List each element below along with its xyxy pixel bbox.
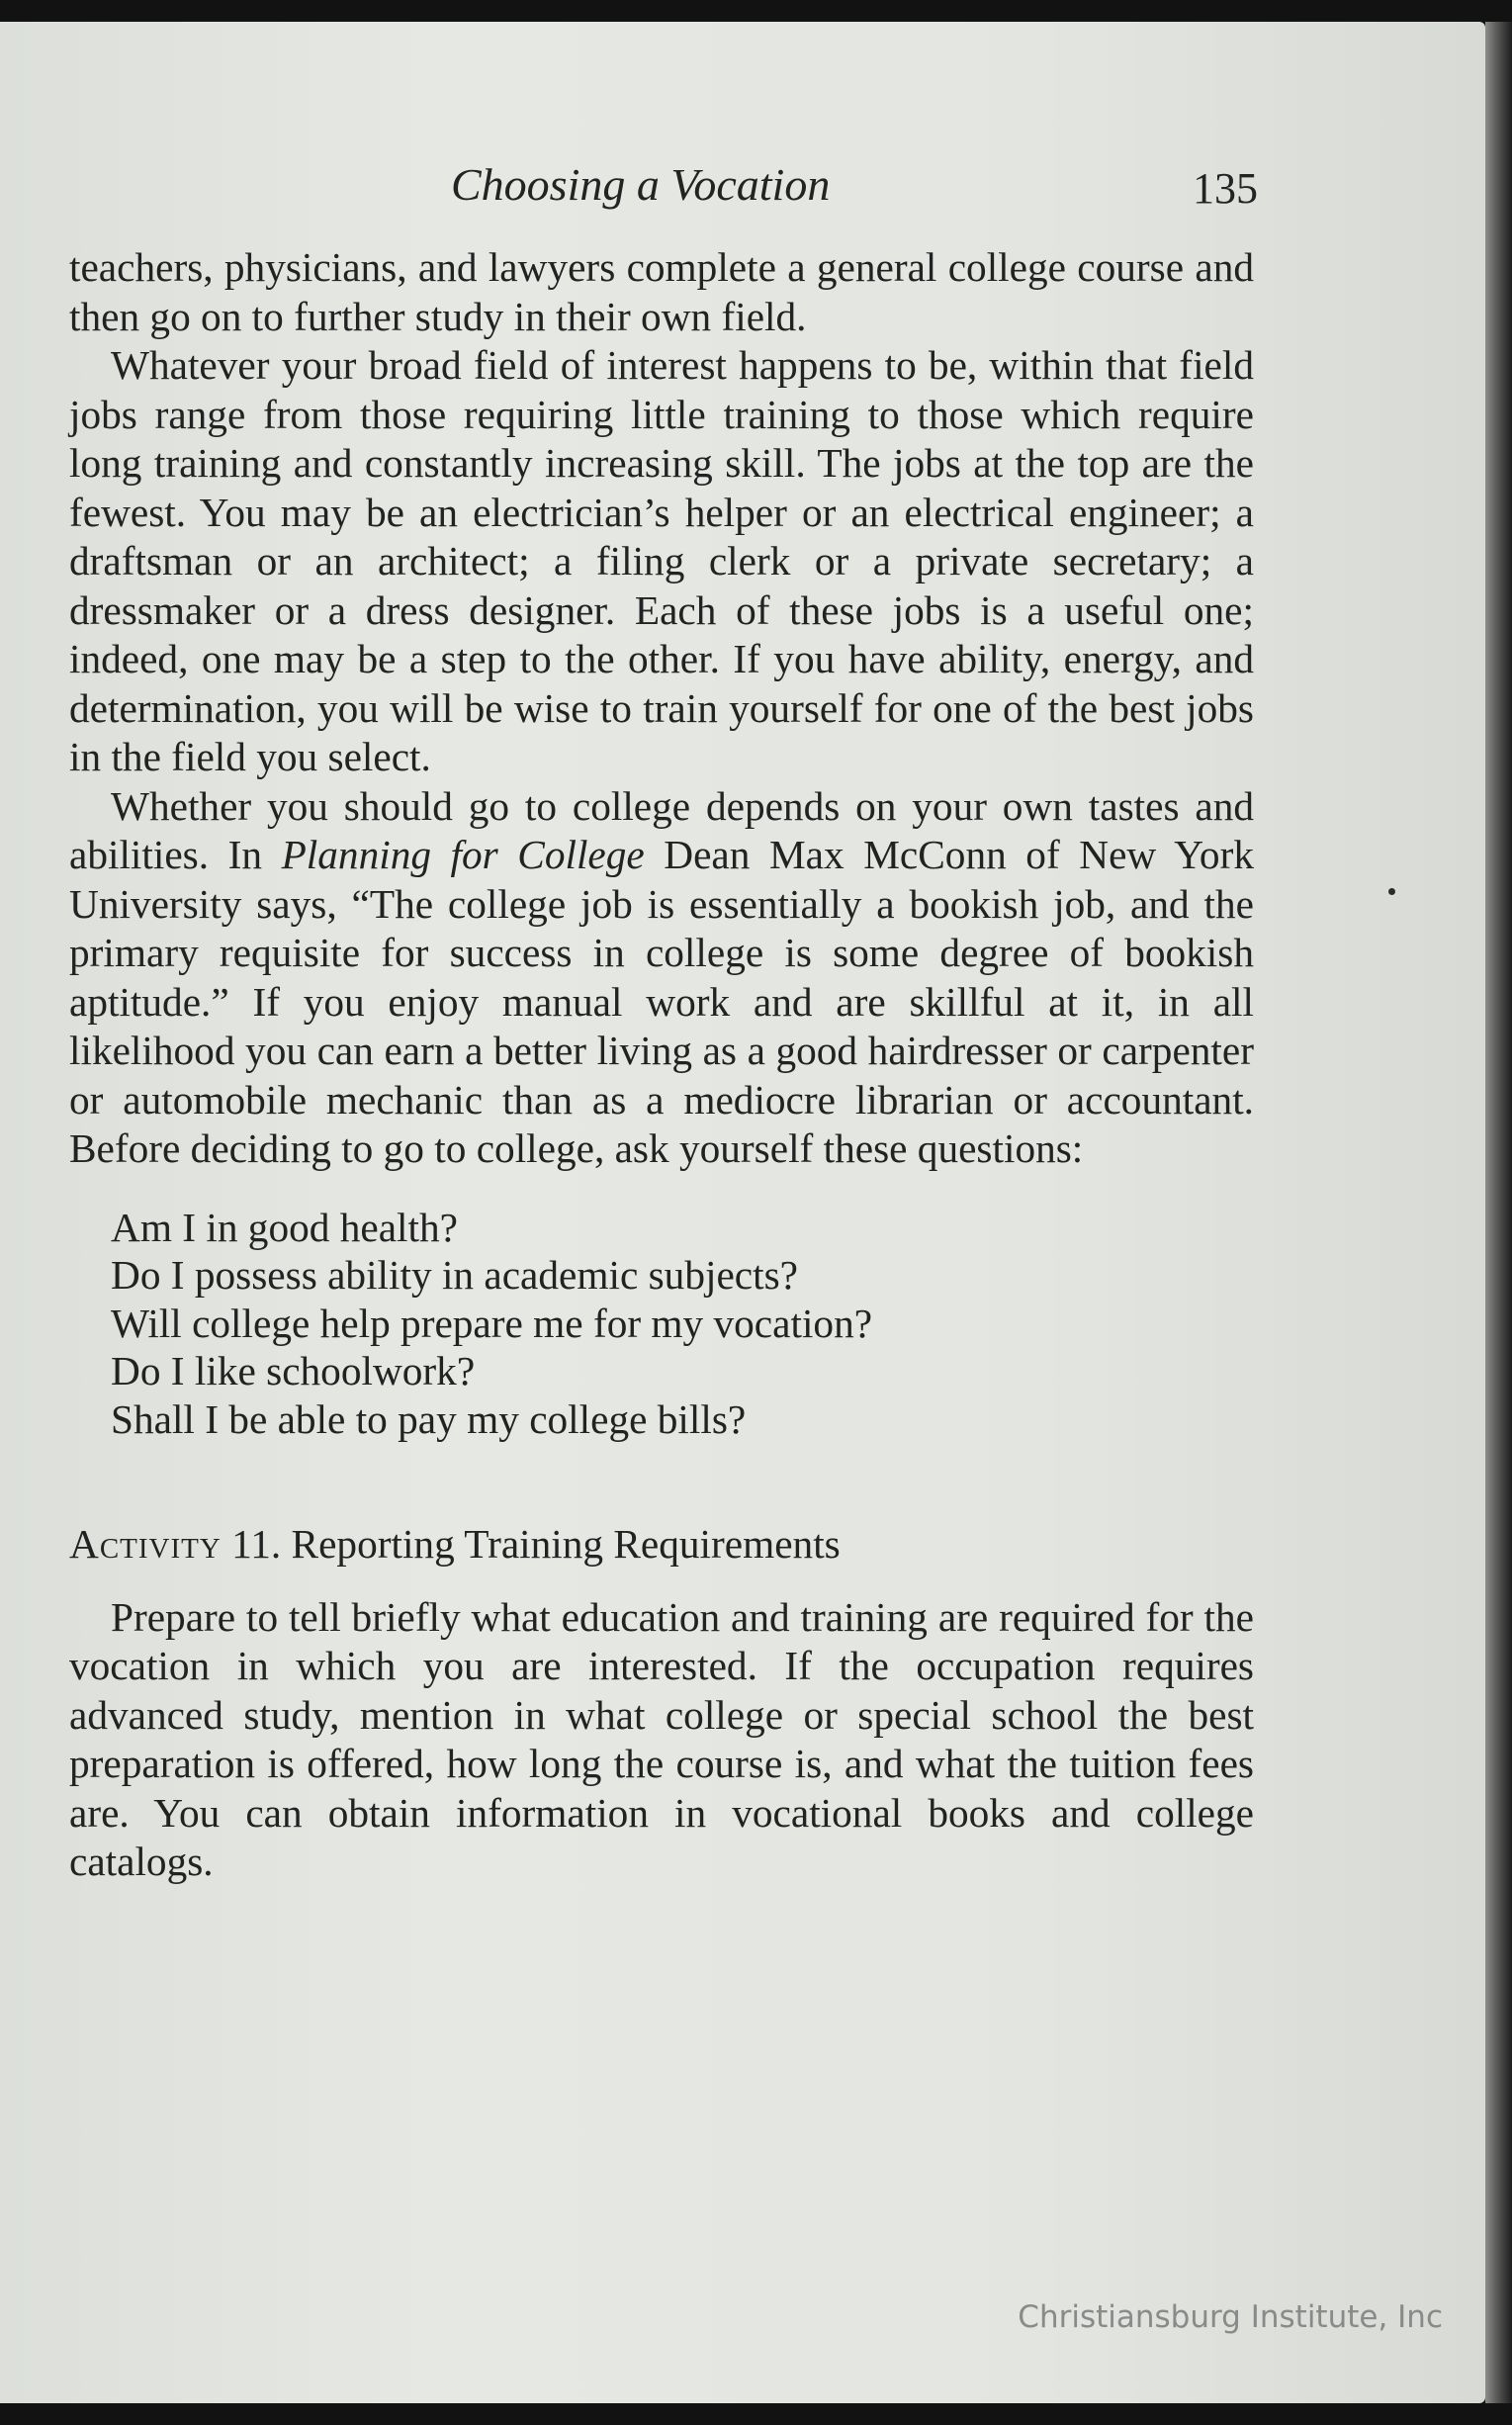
page-edge — [1485, 22, 1512, 2403]
question-item: Do I like schoolwork? — [111, 1348, 476, 1393]
question-item: Do I possess ability in academic subjects? — [111, 1252, 798, 1298]
activity-label: Activity — [69, 1521, 222, 1567]
paragraph-1: teachers, physicians, and lawyers complete a general college course and then go on to further study in their own field. — [69, 244, 1254, 339]
activity-heading — [69, 1520, 1254, 1570]
paragraph-2: Whatever your broad field of interest happens to be, within that field jobs range from those requiring little training to those which require long training and constantly increasing skill. The jobs at the top are the fewest. You may be an electrician’s helper or an electrical engineer; a draftsman or an architect; a filing clerk or a private secretary; a dressmaker or a dress designer. Each of these jobs is a useful one; indeed, one may be a step to the other. If you have ability, energy, and determination, you will be wise to train yourself for one of the best jobs in the field you select. — [69, 342, 1254, 779]
paragraph-3-end: Dean Max McConn of New York University says, “The college job is essentially a bookish job, and the primary requisite for success in college is some degree of bookish aptitude.” If you enjoy manual work and are skillful at it, in all likelihood you can earn a better living as a good hairdresser or carpenter or automobile mechanic than as a mediocre librarian or accountant. Before deciding to go to college, ask yourself these questions: — [69, 832, 1254, 1171]
question-item: Will college help prepare me for my vocation? — [111, 1300, 873, 1346]
question-item: Shall I be able to pay my college bills? — [111, 1395, 747, 1442]
question-item: Am I in good health? — [111, 1204, 458, 1250]
watermark: Christiansburg Institute, Inc — [1018, 2299, 1443, 2335]
book-title: Planning for College — [281, 832, 645, 877]
running-title: Choosing a Vocation — [451, 159, 831, 210]
activity-number: 11. — [231, 1521, 282, 1567]
page-number: 135 — [1193, 164, 1258, 213]
page-body — [69, 243, 1254, 1887]
paragraph-3-start: Whether you should go to college depends on your own tastes and abilities. In — [69, 782, 1254, 877]
question-list — [111, 1204, 1254, 1444]
activity-text: Prepare to tell briefly what education and training are required for the vocation in which you are interested. If the occupation requires advanced study, mention in what college or special school the best preparation is offered, how long the course is, and what the tuition fees are. You can obtain information in vocational books and college catalogs. — [69, 1593, 1254, 1884]
ink-speck — [1388, 888, 1395, 895]
activity-title: Reporting Training Requirements — [291, 1521, 841, 1567]
paragraph-3 — [69, 782, 1254, 1174]
